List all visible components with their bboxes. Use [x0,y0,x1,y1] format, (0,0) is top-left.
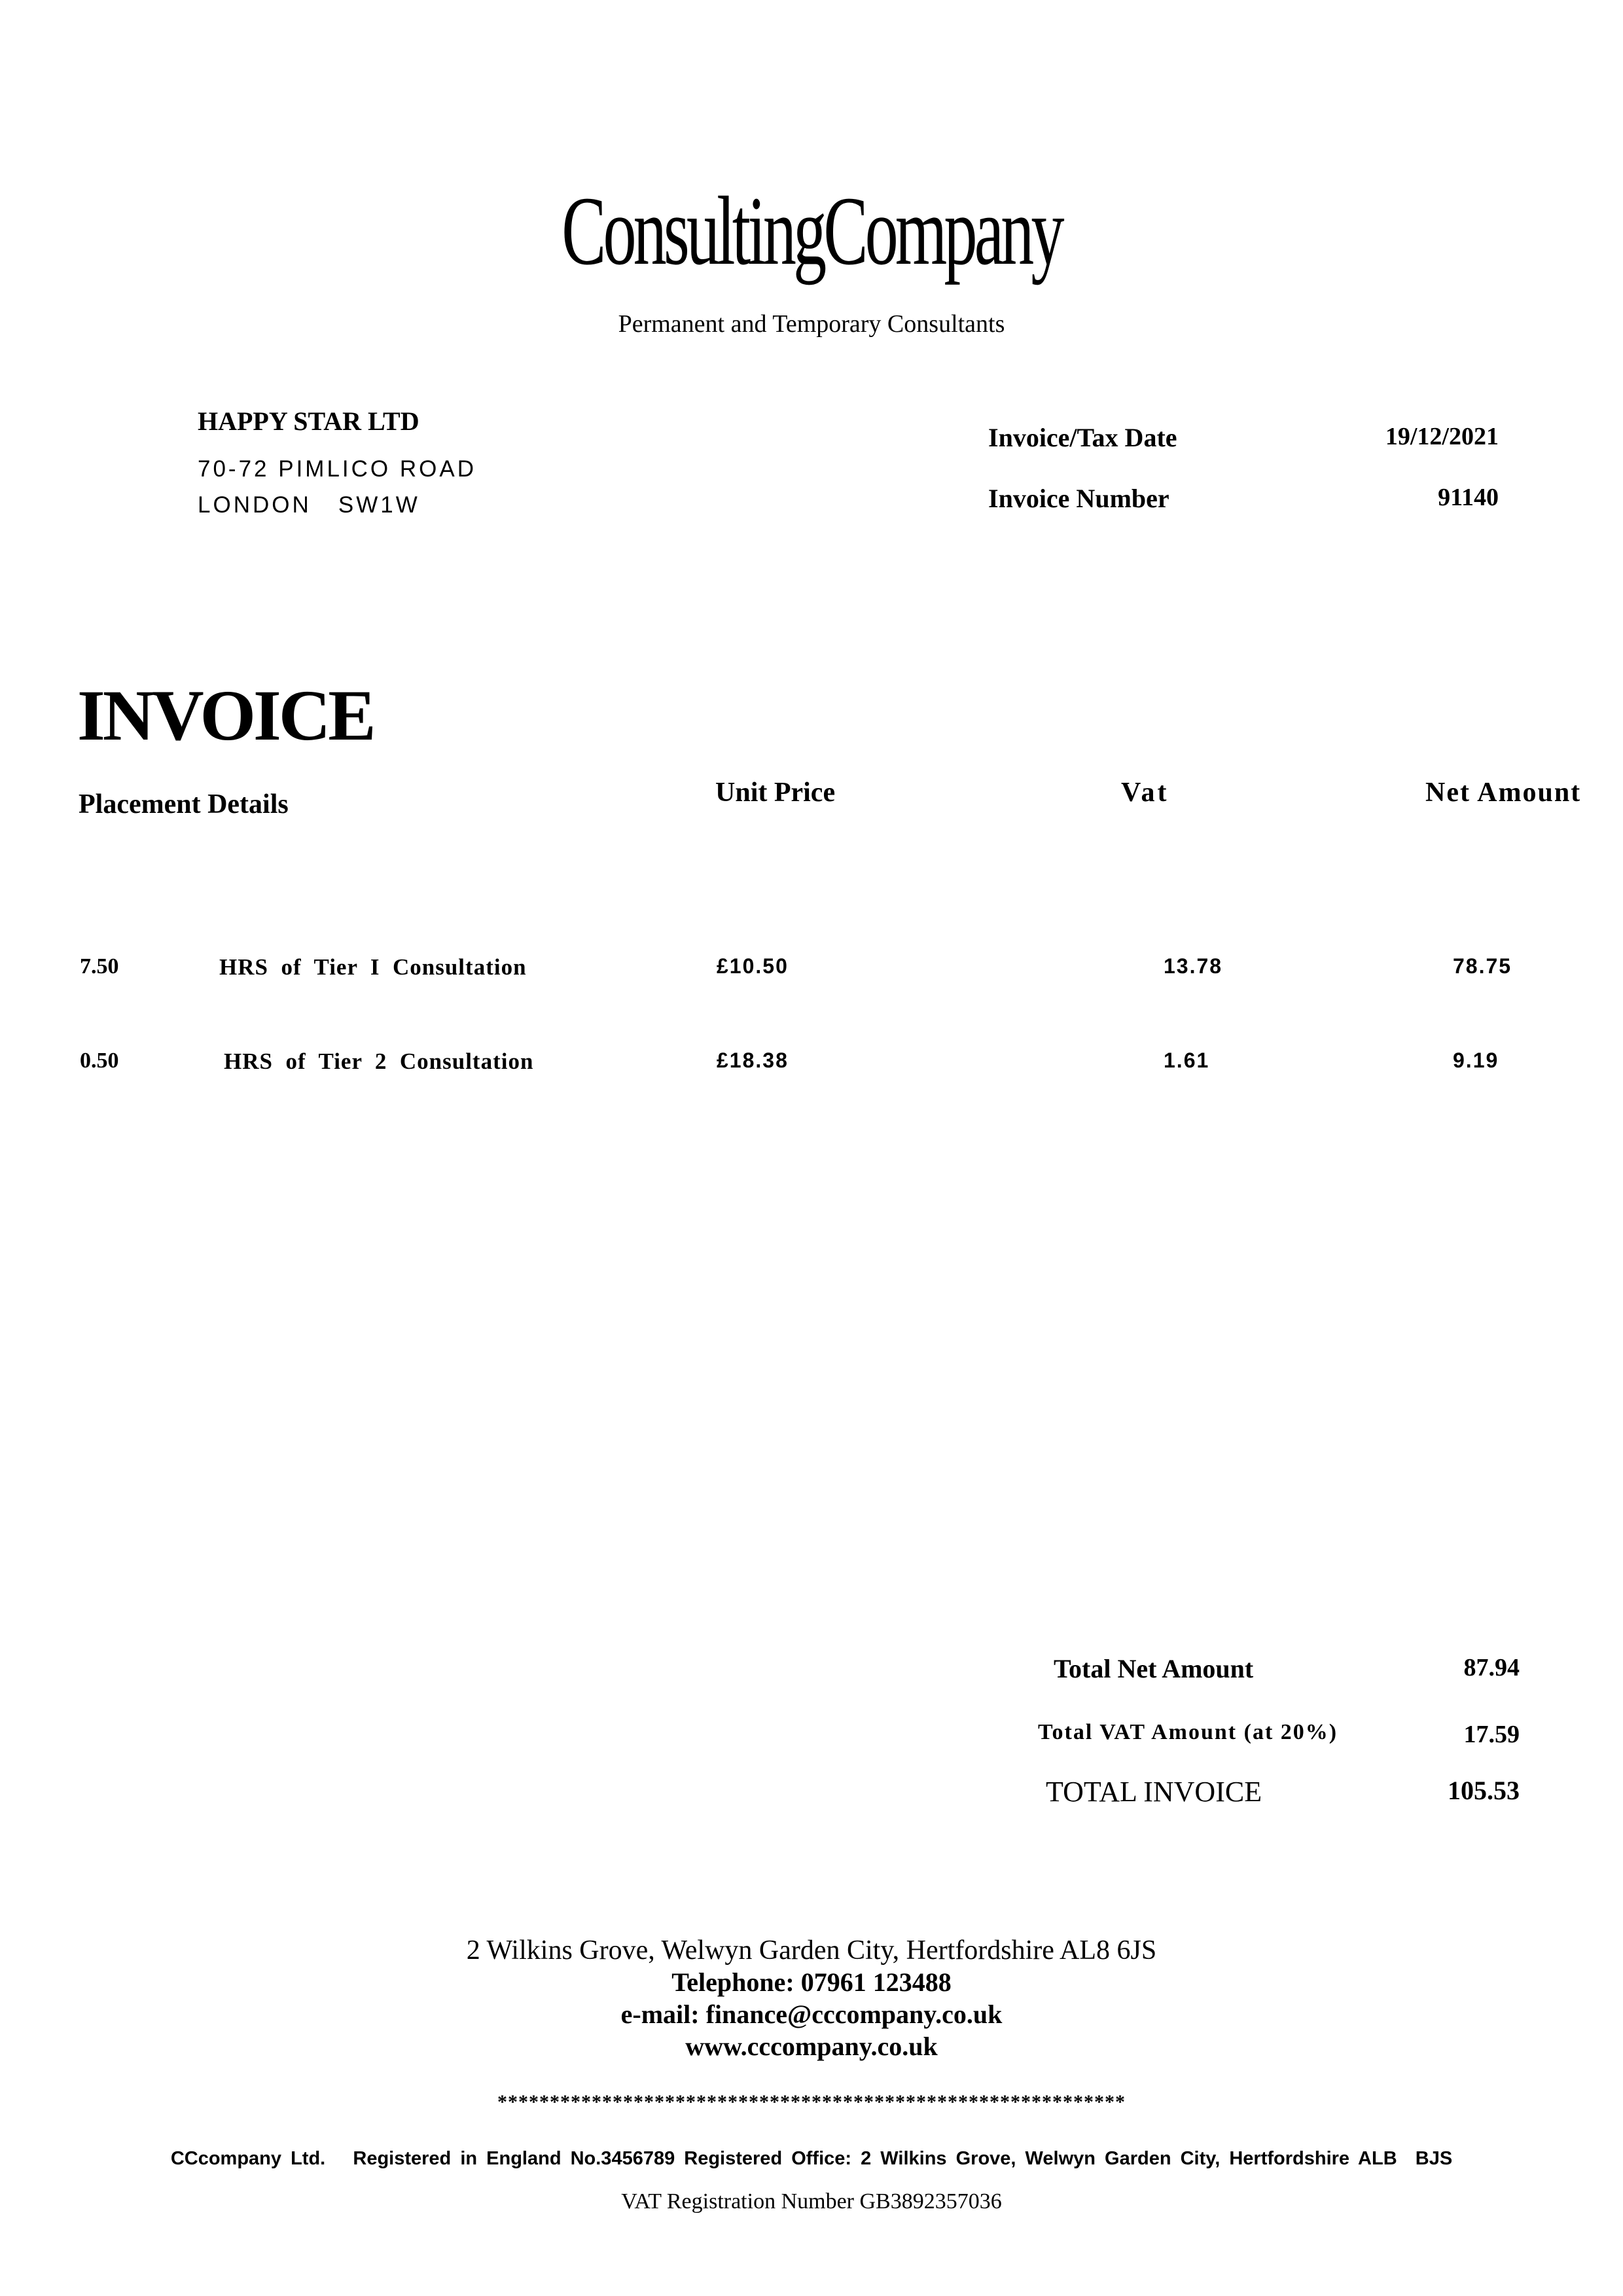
client-name: HAPPY STAR LTD [198,406,419,436]
client-address-line1: 70-72 PIMLICO ROAD [198,456,476,482]
document-title: INVOICE [77,675,374,755]
total-invoice-value: 105.53 [1448,1776,1520,1805]
footer-vat-registration: VAT Registration Number GB3892357036 [621,2189,1002,2214]
invoice-number-value: 91140 [1438,484,1499,511]
column-header-net-amount: Net Amount [1425,778,1582,808]
total-net-value: 87.94 [1463,1654,1520,1681]
footer-email: e-mail: finance@cccompany.co.uk [620,2000,1003,2029]
footer-separator: ************************************************************ [497,2091,1126,2113]
footer-telephone: Telephone: 07961 123488 [671,1967,952,1997]
line-item-description: HRS of Tier I Consultation [219,954,527,980]
line-item-unit-price: £18.38 [717,1049,789,1072]
total-vat-value: 17.59 [1463,1721,1520,1748]
client-address-line2: LONDON SW1W [198,492,420,518]
line-item-net: 78.75 [1453,954,1512,978]
line-item-net: 9.19 [1453,1049,1499,1072]
line-item-unit-price: £10.50 [717,954,789,978]
line-item-description: HRS of Tier 2 Consultation [224,1049,534,1074]
line-item-vat: 1.61 [1164,1049,1210,1072]
footer-registration: CCcompany Ltd. Registered in England No.3456789 Registered Office: 2 Wilkins Grove, Welwyn Garden City, Hertfordshire ALB BJS [170,2148,1453,2169]
invoice-number-label: Invoice Number [988,484,1169,513]
total-net-label: Total Net Amount [1054,1654,1254,1683]
invoice-date-value: 19/12/2021 [1385,423,1499,450]
line-item-qty: 0.50 [80,1049,119,1073]
company-tagline: Permanent and Temporary Consultants [618,310,1005,338]
footer-address: 2 Wilkins Grove, Welwyn Garden City, Hertfordshire AL8 6JS [466,1935,1157,1965]
total-invoice-label: TOTAL INVOICE [1046,1776,1262,1808]
footer-website: www.cccompany.co.uk [685,2032,938,2061]
line-item-vat: 13.78 [1164,954,1223,978]
invoice-date-label: Invoice/Tax Date [988,423,1177,452]
column-header-vat: Vat [1121,778,1169,808]
total-vat-label: Total VAT Amount (at 20%) [1038,1720,1338,1744]
column-header-unit-price: Unit Price [715,778,836,808]
column-header-placement: Placement Details [79,789,289,819]
company-logo: ConsultingCompany [562,177,1061,285]
line-item-qty: 7.50 [80,954,119,978]
